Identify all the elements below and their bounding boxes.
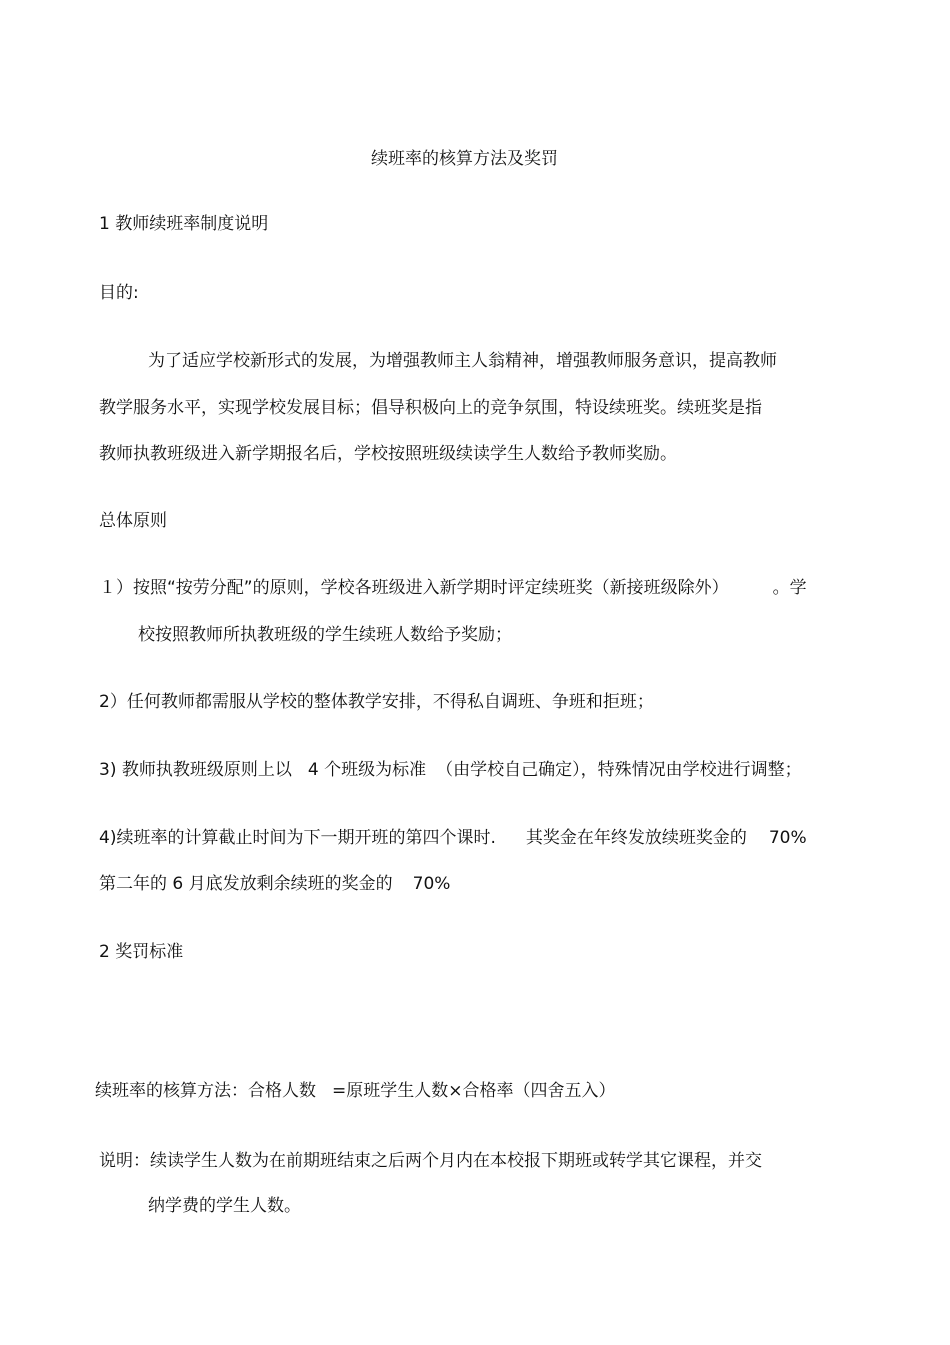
section-heading-1: 1 教师续班率制度说明 — [99, 214, 269, 234]
rule-4-line-2-text: 第二年的 6 月底发放剩余续班的奖金的 — [99, 874, 393, 894]
formula-line — [95, 1080, 616, 1102]
section-heading-2: 2 奖罚标准 — [99, 942, 184, 962]
rule-4-part-a: 4)续班率的计算截止时间为下一期开班的第四个课时. — [99, 828, 496, 848]
purpose-paragraph-line: 教师执教班级进入新学期报名后，学校按照班级续读学生人数给予教师奖励。 — [99, 444, 677, 464]
rule-4-percent: 70% — [768, 828, 807, 848]
note-line-2: 纳学费的学生人数。 — [148, 1196, 301, 1216]
rule-3-part-c: （由学校自己确定），特殊情况由学校进行调整； — [436, 760, 802, 780]
note-line-1: 说明：续读学生人数为在前期班结束之后两个月内在本校报下期班或转学其它课程，并交 — [99, 1151, 762, 1171]
rule-4-part-b: 其奖金在年终发放续班奖金的 — [525, 828, 747, 848]
rule-3-part-b: 4 个班级为标准 — [307, 760, 427, 780]
formula-part-a: 续班率的核算方法：合格人数 — [95, 1081, 316, 1101]
purpose-paragraph-line: 为了适应学校新形式的发展，为增强教师主人翁精神，增强教师服务意识，提高教师 — [148, 351, 777, 371]
rule-1-text: １）按照“按劳分配”的原则，学校各班级进入新学期时评定续班奖（新接班级除外） — [99, 578, 729, 598]
rule-2: 2）任何教师都需服从学校的整体教学安排，不得私自调班、争班和拒班； — [99, 692, 654, 712]
principles-label: 总体原则 — [99, 511, 167, 531]
rule-4-line-2-percent: 70% — [412, 874, 451, 894]
rule-1-line-2: 校按照教师所执教班级的学生续班人数给予奖励； — [138, 625, 512, 645]
rule-4-line-2 — [99, 873, 450, 895]
rule-1-suffix: 。学 — [772, 578, 807, 598]
rule-3 — [99, 759, 802, 781]
rule-4-line-1 — [99, 827, 807, 849]
purpose-label: 目的: — [99, 283, 139, 303]
formula-part-b: =原班学生人数×合格率（四舍五入） — [332, 1081, 616, 1101]
purpose-paragraph-line: 教学服务水平，实现学校发展目标；倡导积极向上的竞争氛围，特设续班奖。续班奖是指 — [99, 398, 762, 418]
rule-1-line-1 — [99, 577, 807, 599]
rule-3-part-a: 3) 教师执教班级原则上以 — [99, 760, 292, 780]
document-title: 续班率的核算方法及奖罚 — [371, 149, 558, 169]
